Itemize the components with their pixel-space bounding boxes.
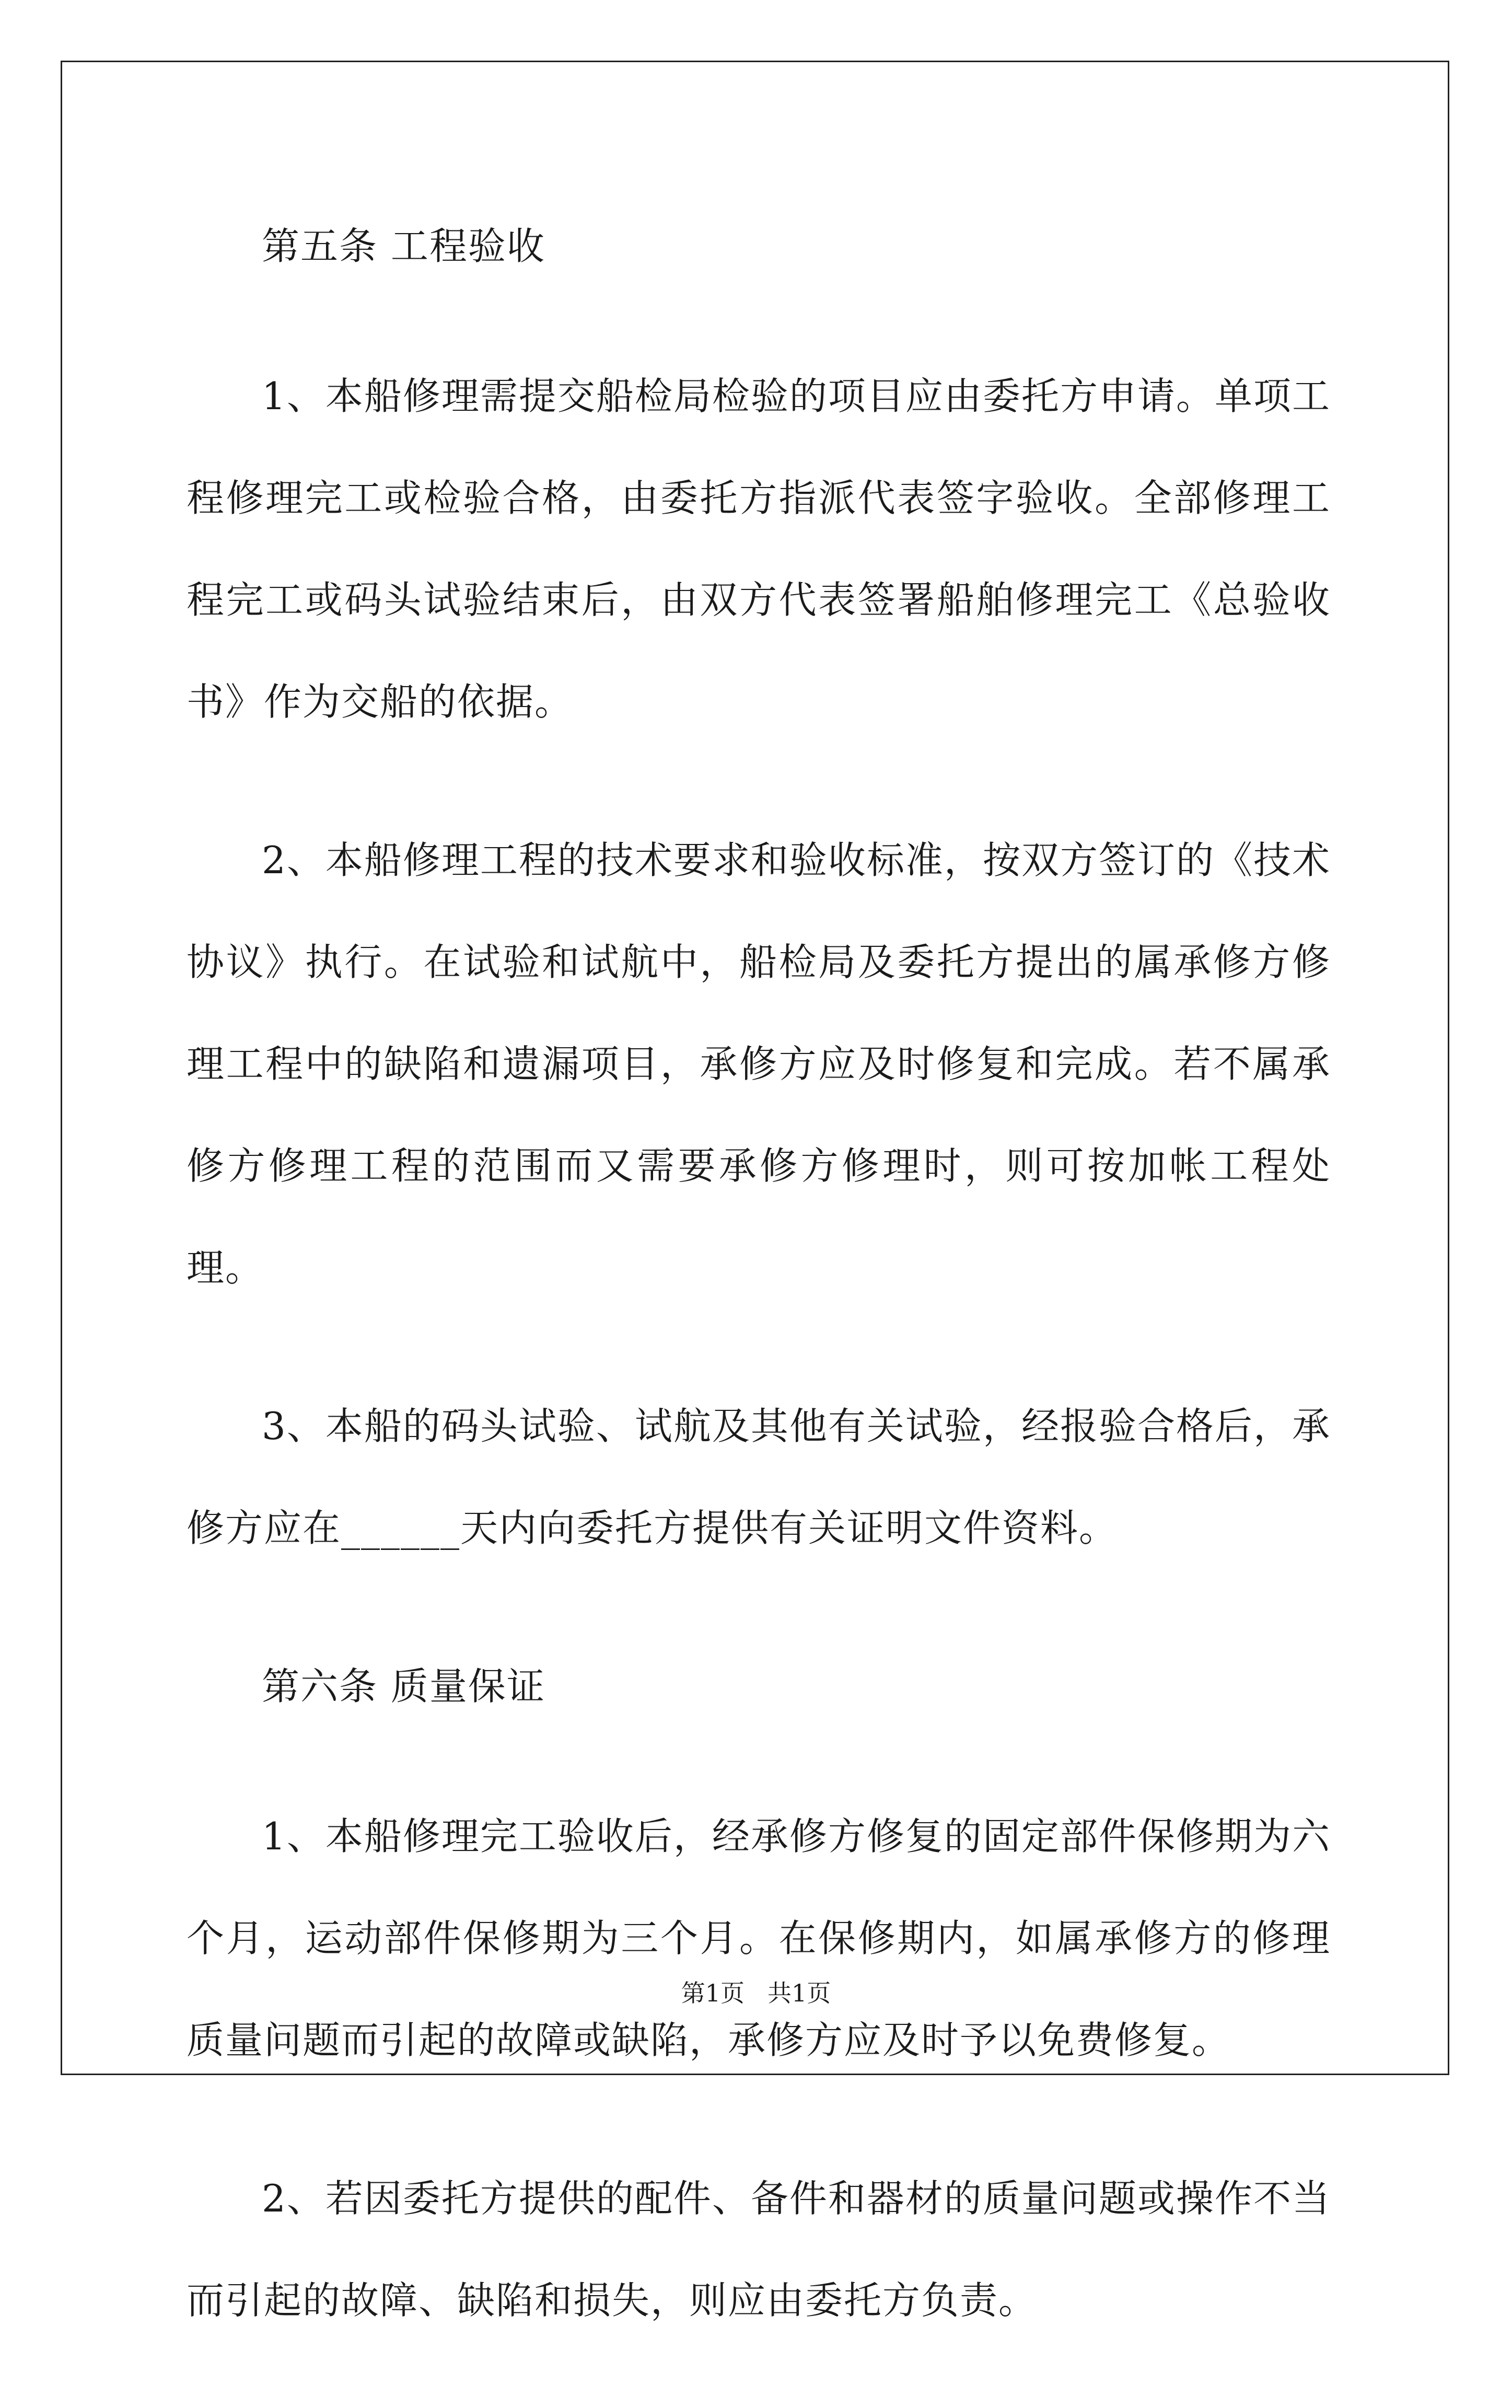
paragraph-5-1: 1、本船修理需提交船检局检验的项目应由委托方申请。单项工程修理完工或检验合格，由委托方指派代表签字验收。全部修理工程完工或码头试验结束后，由双方代表签署船舶修理完工《总验收书》作为交船的依据。 [187,374,1331,724]
page-number-current: 第1页 [681,1979,745,2007]
paragraph-5-3: 3、本船的码头试验、试航及其他有关试验，经报验合格后，承修方应在______天内向委托方提供有关证明文件资料。 [187,1404,1331,1550]
paragraph-6-2: 2、若因委托方提供的配件、备件和器材的质量问题或操作不当而引起的故障、缺陷和损失，则应由委托方负责。 [187,2177,1331,2322]
paragraph-5-2: 2、本船修理工程的技术要求和验收标准，按双方签订的《技术协议》执行。在试验和试航中，船检局及委托方提出的属承修方修理工程中的缺陷和遗漏项目，承修方应及时修复和完成。若不属承修方修理工程的范围而又需要承修方修理时，则可按加帐工程处理。 [187,838,1331,1290]
page-footer [0,1974,1512,2009]
section-heading-article-6: 第六条 质量保证 [262,1664,545,1708]
document-body [187,195,1331,2408]
section-heading-article-5: 第五条 工程验收 [262,224,545,268]
paragraph-6-1: 1、本船修理完工验收后，经承修方修复的固定部件保修期为六个月，运动部件保修期为三个月。在保修期内，如属承修方的修理质量问题而引起的故障或缺陷，承修方应及时予以免费修复。 [187,1814,1331,2062]
page-number-total: 共1页 [767,1979,831,2007]
